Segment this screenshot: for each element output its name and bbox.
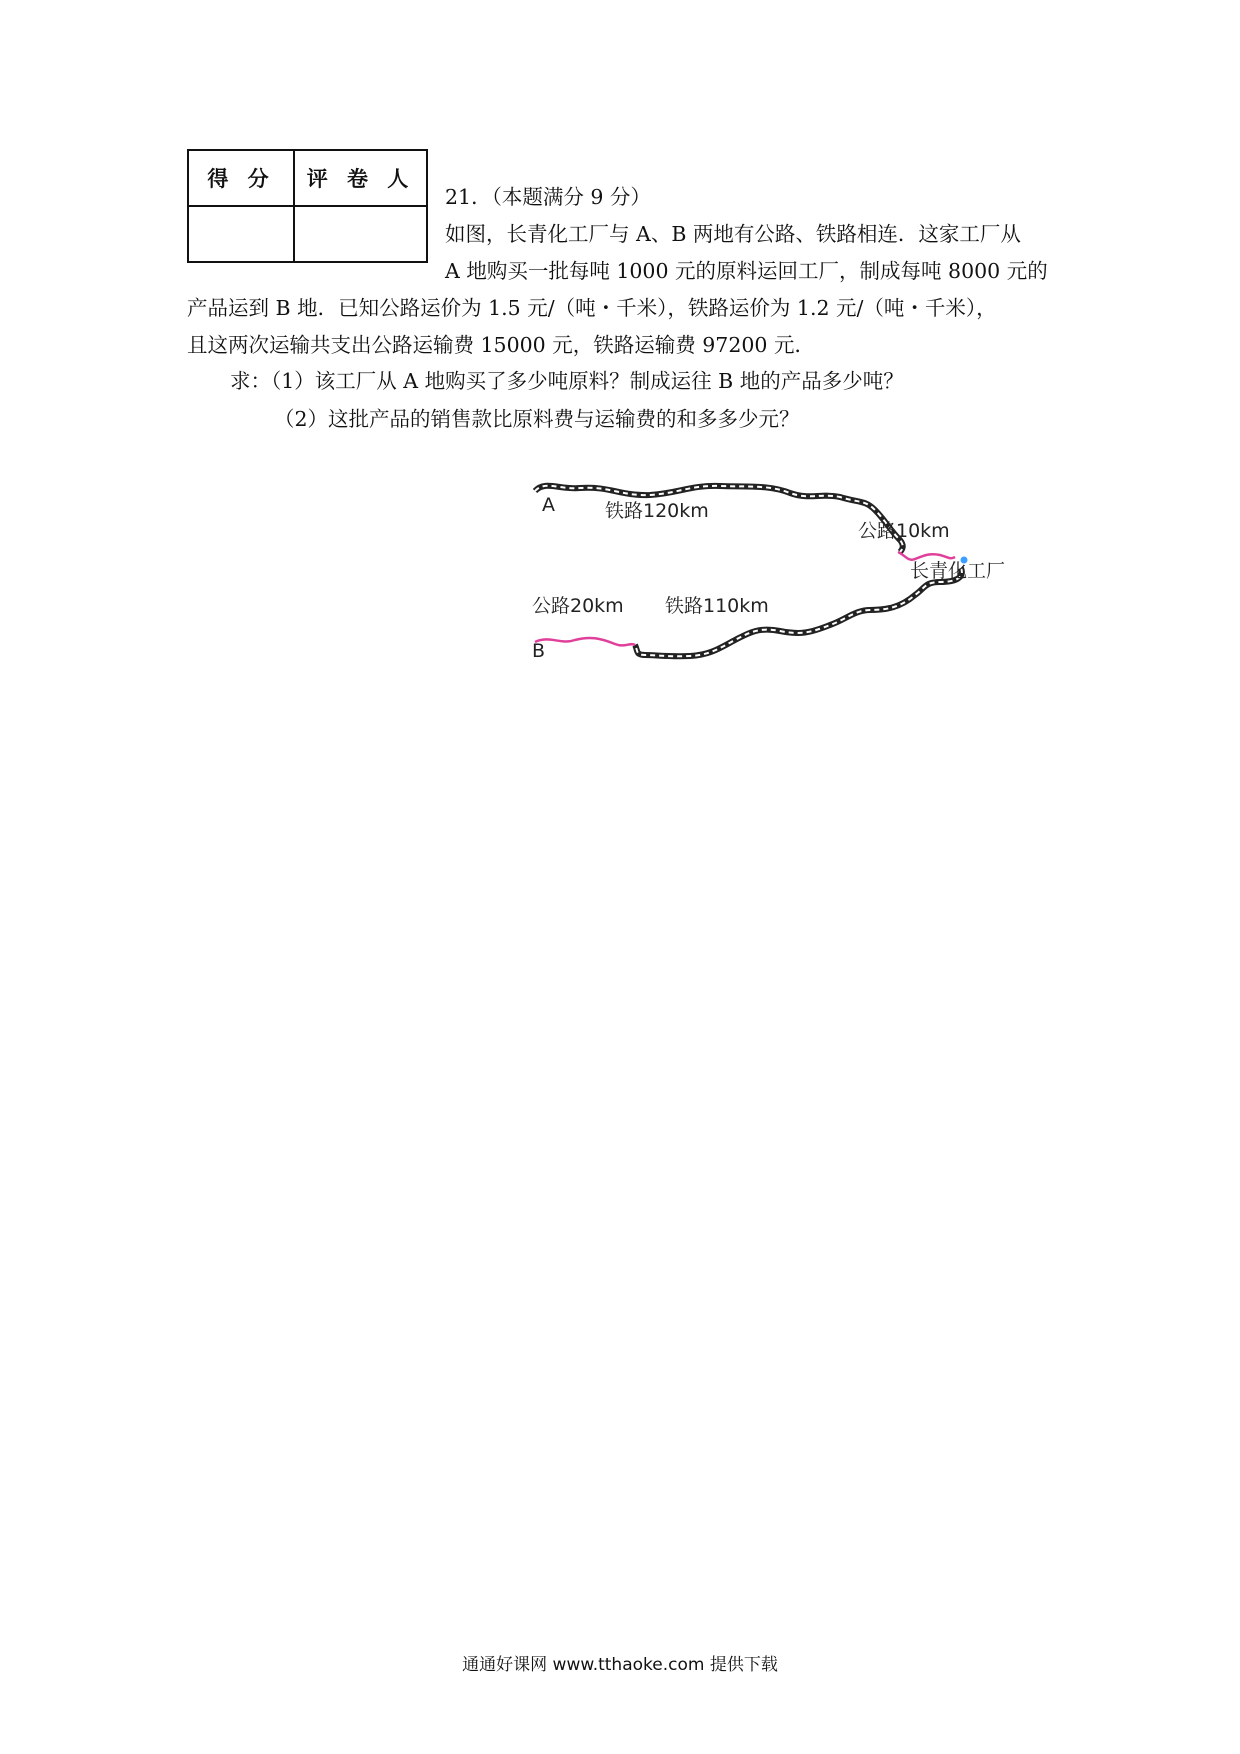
question-ask-2: （2）这批产品的销售款比原料费与运输费的和多多少元？	[274, 407, 800, 431]
label-rail-bottom: 铁路110km	[665, 595, 769, 617]
grader-header: 评 卷 人	[294, 150, 427, 206]
road-bottom	[535, 638, 635, 646]
question-ask-1: 求：（1）该工厂从 A 地购买了多少吨原料？制成运往 B 地的产品多少吨？	[230, 369, 904, 393]
grader-cell	[294, 206, 427, 262]
footer: 通通好课网 www.tthaoke.com 提供下载	[462, 1655, 778, 1675]
question-line-4: 且这两次运输共支出公路运输费 15000 元，铁路运输费 97200 元．	[187, 333, 815, 357]
label-factory: 长青化工厂	[910, 560, 1006, 582]
score-header: 得 分	[188, 150, 294, 206]
score-cell	[188, 206, 294, 262]
railway-top	[535, 486, 903, 552]
question-line-1: 如图，长青化工厂与 A、B 两地有公路、铁路相连．这家工厂从	[445, 222, 1021, 246]
label-b: B	[532, 640, 546, 662]
score-table	[187, 149, 428, 263]
label-road-top: 公路10km	[858, 520, 950, 542]
label-rail-top: 铁路120km	[605, 500, 709, 522]
route-diagram	[520, 460, 1040, 670]
label-a: A	[542, 494, 555, 516]
question-line-3: 产品运到 B 地．已知公路运价为 1.5 元/（吨・千米），铁路运价为 1.2 元/（吨・千米），	[187, 296, 997, 320]
label-road-bottom: 公路20km	[532, 595, 624, 617]
road-top	[898, 552, 955, 560]
question-line-2: A 地购买一批每吨 1000 元的原料运回工厂，制成每吨 8000 元的	[445, 259, 1048, 283]
question-title: 21．（本题满分 9 分）	[445, 185, 651, 209]
